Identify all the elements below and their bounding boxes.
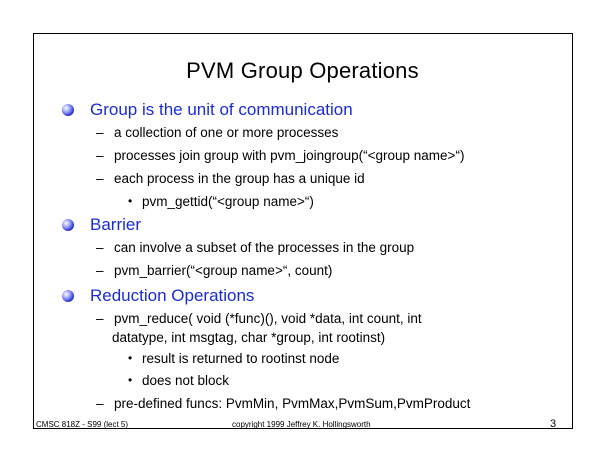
dash-icon: – (96, 125, 104, 140)
list-item: – pre-defined funcs: PvmMin, PvmMax,PvmSum,PvmProduct (96, 396, 471, 411)
section-group-heading (62, 100, 353, 120)
sub-list-item: • pvm_gettid(“<group name>“) (128, 194, 314, 209)
footer-copyright: copyright 1999 Jeffrey K. Hollingsworth (232, 420, 371, 429)
section-barrier-heading (62, 215, 141, 235)
section-reduction-heading (62, 286, 254, 306)
list-item: – processes join group with pvm_joingroup(“<group name>“) (96, 148, 465, 163)
heading-text: Barrier (90, 215, 142, 234)
small-bullet-icon: • (128, 373, 133, 387)
dash-icon: – (96, 240, 104, 255)
slide-title: PVM Group Operations (186, 58, 419, 83)
dash-icon: – (96, 171, 104, 186)
dash-icon: – (96, 311, 104, 326)
blue-bullet-icon (62, 104, 74, 116)
list-item: – can involve a subset of the processes in the group (96, 240, 415, 255)
list-item: – pvm_reduce( void (*func)(), void *data, int count, int (96, 311, 422, 326)
page-number: 3 (550, 418, 557, 430)
dash-icon: – (96, 148, 104, 163)
blue-bullet-icon (62, 290, 74, 302)
heading-text: Group is the unit of communication (90, 100, 353, 119)
list-item: – pvm_barrier(“<group name>“, count) (96, 263, 333, 278)
footer-course: CMSC 818Z - S99 (lect 5) (36, 420, 129, 429)
blue-bullet-icon (62, 219, 74, 231)
small-bullet-icon: • (128, 194, 133, 208)
list-item: – each process in the group has a unique id (96, 171, 365, 186)
sub-list-item: • result is returned to rootinst node (128, 351, 340, 366)
list-item-continuation: datatype, int msgtag, char *group, int rootinst) (112, 330, 386, 345)
small-bullet-icon: • (128, 351, 133, 365)
sub-list-item: • does not block (128, 373, 230, 388)
heading-text: Reduction Operations (90, 286, 255, 305)
dash-icon: – (96, 396, 104, 411)
list-item: – a collection of one or more processes (96, 125, 339, 140)
dash-icon: – (96, 263, 104, 278)
